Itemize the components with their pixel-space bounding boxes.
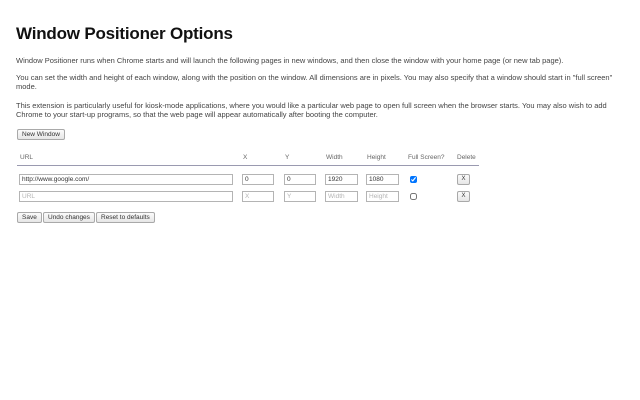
table-header-divider: [17, 165, 479, 166]
column-header-height: Height: [367, 154, 386, 161]
height-input[interactable]: [366, 191, 399, 202]
undo-changes-button[interactable]: Undo changes: [43, 212, 95, 223]
fullscreen-checkbox[interactable]: [410, 176, 417, 183]
column-header-y: Y: [285, 154, 290, 161]
x-input[interactable]: [242, 191, 274, 202]
intro-paragraph: Window Positioner runs when Chrome starts and will launch the following pages in new windows, and then close the window with your home page (or new tab page).: [16, 56, 564, 65]
reset-to-defaults-button[interactable]: Reset to defaults: [96, 212, 155, 223]
column-header-fullscreen: Full Screen?: [408, 154, 445, 161]
kiosk-paragraph: This extension is particularly useful for kiosk-mode applications, where you would like a particular web page to open full screen when the browser starts. You may also wish to add Chrome to your start-up programs, so that the web page will appear automatically after booting the computer.: [16, 101, 607, 119]
url-input[interactable]: [19, 174, 233, 185]
page-title: Window Positioner Options: [16, 24, 233, 43]
width-input[interactable]: [325, 191, 358, 202]
width-input[interactable]: [325, 174, 358, 185]
delete-row-button[interactable]: X: [457, 191, 470, 202]
dimensions-paragraph: You can set the width and height of each window, along with the position on the window. All dimensions are in pixels. You may also specify that a window should start in "full screen" mode.: [16, 73, 613, 91]
url-input[interactable]: [19, 191, 233, 202]
column-header-delete: Delete: [457, 154, 476, 161]
y-input[interactable]: [284, 191, 316, 202]
delete-row-button[interactable]: X: [457, 174, 470, 185]
height-input[interactable]: [366, 174, 399, 185]
new-window-button[interactable]: New Window: [17, 129, 65, 140]
fullscreen-checkbox[interactable]: [410, 193, 417, 200]
save-button[interactable]: Save: [17, 212, 42, 223]
x-input[interactable]: [242, 174, 274, 185]
column-header-width: Width: [326, 154, 343, 161]
y-input[interactable]: [284, 174, 316, 185]
column-header-x: X: [243, 154, 248, 161]
column-header-url: URL: [20, 154, 34, 161]
